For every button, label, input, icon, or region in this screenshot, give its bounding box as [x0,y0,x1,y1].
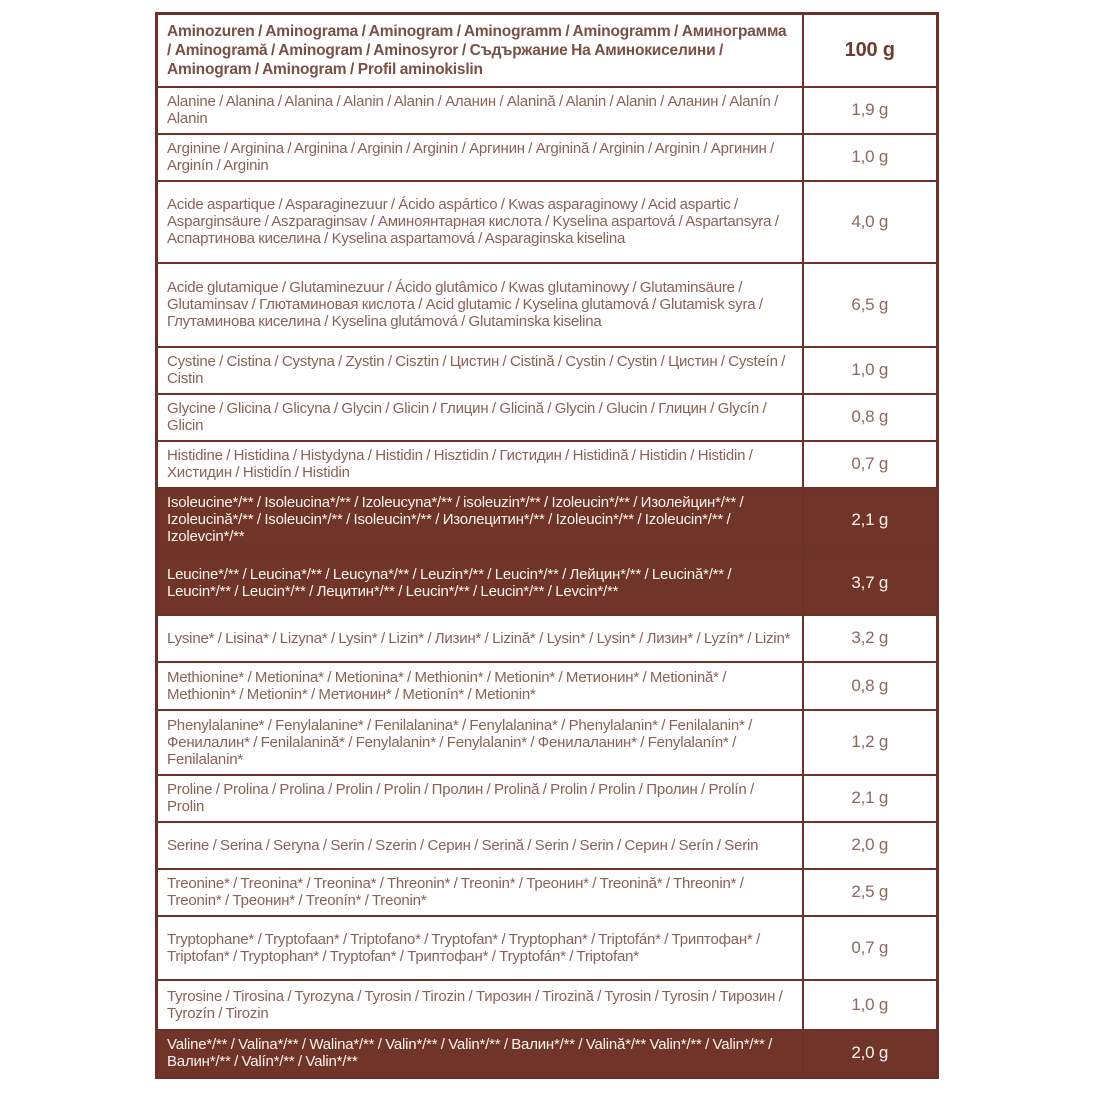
table-row [157,552,938,615]
amino-acid-names: Serine / Serina / Seryna / Serin / Szerin / Серин / Serină / Serin / Serin / Серин / Serín / Serin [157,822,803,869]
amount-per-100g: 2,0 g [803,1030,938,1078]
header-amino-acids-label: Aminozuren / Aminograma / Aminogram / Aminogramm / Aminogramm / Аминограмма / Aminogramă / Aminogram / Aminosyror / Съдържание На Аминокиселини / Aminogram / Aminogram / Profil aminokislin [157,14,803,87]
amount-per-100g: 1,2 g [803,710,938,775]
table-row [157,394,938,441]
amino-acid-names: Acide aspartique / Asparaginezuur / Ácido aspártico / Kwas asparaginowy / Acid aspartic / Asparginsäure / Aszparaginsav / Аминоянтарная кислота / Kyselina aspartová / Aspartansyra / Аспартинова киселина / Kyselina aspartamová / Asparaginska kiselina [157,181,803,263]
amount-per-100g: 3,2 g [803,615,938,662]
amino-acid-names: Leucine*/** / Leucina*/** / Leucyna*/** / Leuzin*/** / Leucin*/** / Лейцин*/** / Leucină*/** / Leucin*/** / Leucin*/** / Лецитин*/** / Leucin*/** / Leucin*/** / Levcin*/** [157,552,803,615]
amount-per-100g: 2,5 g [803,869,938,916]
table-row [157,134,938,181]
amino-acid-names: Phenylalanine* / Fenylalanine* / Fenilalanina* / Fenylalanina* / Phenylalanin* / Fenilalanin* / Фенилалин* / Fenilalanină* / Fenylalanin* / Fenylalanin* / Фенилаланин* / Fenylalanín* / Fenilalanin* [157,710,803,775]
table-row [157,181,938,263]
table-row [157,662,938,710]
amino-acid-names: Tyrosine / Tirosina / Tyrozyna / Tyrosin / Tirozin / Тирозин / Tirozină / Tyrosin / Tyrosin / Тирозин / Tyrozín / Tirozin [157,980,803,1030]
amount-per-100g: 2,1 g [803,488,938,552]
amount-per-100g: 0,8 g [803,662,938,710]
amino-acid-names: Alanine / Alanina / Alanina / Alanin / Alanin / Аланин / Alanină / Alanin / Alanin / Аланин / Alanín / Alanin [157,87,803,134]
amino-acid-names: Lysine* / Lisina* / Lizyna* / Lysin* / Lizin* / Лизин* / Lizină* / Lysin* / Lysin* / Лизин* / Lyzín* / Lizin* [157,615,803,662]
amino-acid-names: Arginine / Arginina / Arginina / Arginin / Arginin / Аргинин / Arginină / Arginin / Arginin / Аргинин / Arginín / Arginin [157,134,803,181]
amount-per-100g: 2,1 g [803,775,938,822]
amino-acid-names: Isoleucine*/** / Isoleucina*/** / Izoleucyna*/** / isoleuzin*/** / Izoleucin*/** / Изолейцин*/** / Izoleucină*/** / Isoleucin*/** / Isoleucin*/** / Изолецитин*/** / Izoleucin*/** / Izoleucin*/** / Izolevcin*/** [157,488,803,552]
table-row [157,441,938,488]
amount-per-100g: 1,9 g [803,87,938,134]
amino-acid-names: Glycine / Glicina / Glicyna / Glycin / Glicin / Глицин / Glicină / Glycin / Glucin / Глицин / Glycín / Glicin [157,394,803,441]
table-row [157,916,938,980]
table-row [157,980,938,1030]
amount-per-100g: 4,0 g [803,181,938,263]
table-row [157,488,938,552]
amino-acid-names: Treonine* / Treonina* / Treonina* / Threonin* / Treonin* / Треонин* / Treonină* / Threonin* / Treonin* / Треонин* / Treonín* / Treonin* [157,869,803,916]
amount-per-100g: 1,0 g [803,347,938,394]
table-row [157,710,938,775]
amount-per-100g: 6,5 g [803,263,938,347]
table-row [157,347,938,394]
table-row [157,1030,938,1078]
table-row [157,87,938,134]
amino-acid-names: Histidine / Histidina / Histydyna / Histidin / Hisztidin / Гистидин / Histidină / Histidin / Histidin / Хистидин / Histidín / Histidin [157,441,803,488]
table-row [157,263,938,347]
amount-per-100g: 0,7 g [803,441,938,488]
table-row [157,822,938,869]
amount-per-100g: 1,0 g [803,980,938,1030]
header-per-100g-label: 100 g [803,14,938,87]
amount-per-100g: 1,0 g [803,134,938,181]
table-header-row [157,14,938,87]
amino-acid-names: Tryptophane* / Tryptofaan* / Triptofano* / Tryptofan* / Tryptophan* / Triptofán* / Триптофан* / Triptofan* / Tryptophan* / Tryptofan* / Триптофан* / Tryptofán* / Triptofan* [157,916,803,980]
table-row [157,615,938,662]
amount-per-100g: 0,8 g [803,394,938,441]
table-row [157,869,938,916]
amount-per-100g: 3,7 g [803,552,938,615]
amino-acid-names: Proline / Prolina / Prolina / Prolin / Prolin / Пролин / Prolină / Prolin / Prolin / Пролин / Prolín / Prolin [157,775,803,822]
amount-per-100g: 2,0 g [803,822,938,869]
table-body [157,87,938,1078]
table-row [157,775,938,822]
amino-acid-names: Acide glutamique / Glutaminezuur / Ácido glutâmico / Kwas glutaminowy / Glutaminsäure / Glutaminsav / Глютаминовая кислота / Acid glutamic / Kyselina glutamová / Glutamisk syra / Глутаминова киселина / Kyselina glutámová / Glutaminska kiselina [157,263,803,347]
amino-acid-names: Valine*/** / Valina*/** / Walina*/** / Valin*/** / Valin*/** / Валин*/** / Valină*/** Valin*/** / Valin*/** / Валин*/** / Valín*/** / Valin*/** [157,1030,803,1078]
amount-per-100g: 0,7 g [803,916,938,980]
amino-acid-names: Cystine / Cistina / Cystyna / Zystin / Cisztin / Цистин / Cistină / Cystin / Cystin / Цистин / Cysteín / Cistin [157,347,803,394]
aminogram-table [155,12,939,1079]
amino-acid-names: Methionine* / Metionina* / Metionina* / Methionin* / Metionin* / Метионин* / Metionină* / Methionin* / Metionin* / Метионин* / Metionín* / Metionin* [157,662,803,710]
